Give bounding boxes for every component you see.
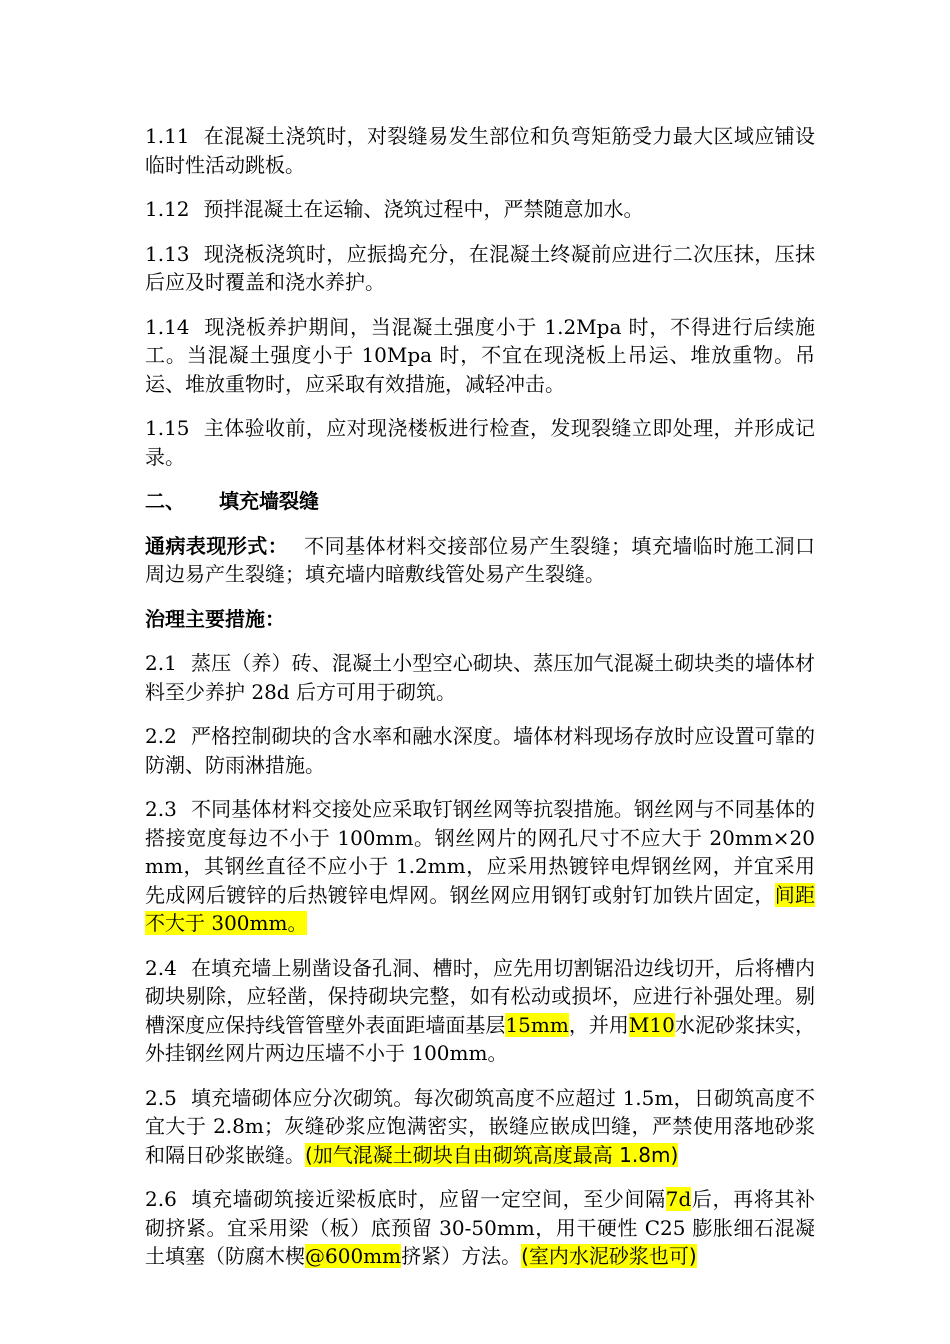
paragraph-number: 1.11 bbox=[145, 124, 190, 148]
measures-heading bbox=[145, 605, 815, 634]
paragraph-text: 预拌混凝土在运输、浇筑过程中，严禁随意加水。 bbox=[203, 197, 644, 221]
paragraph-number: 2.5 bbox=[145, 1085, 177, 1110]
paragraph-number: 2.2 bbox=[145, 724, 177, 748]
paragraph-2-6 bbox=[145, 1185, 815, 1271]
paragraph-text: 主体验收前，应对现浇楼板进行检查，发现裂缝立即处理，并形成记录。 bbox=[145, 416, 815, 469]
paragraph-2-2 bbox=[145, 722, 815, 779]
paragraph-1-13 bbox=[145, 240, 815, 297]
paragraph-number: 1.15 bbox=[145, 416, 190, 440]
highlighted-text: M10 bbox=[628, 1012, 675, 1037]
paragraph-2-5 bbox=[145, 1084, 815, 1170]
paragraph-text: 水泥砂浆抹实，外挂钢丝网片两边压墙不小于 100mm。 bbox=[145, 1012, 816, 1065]
paragraph-text: ，并用 bbox=[568, 1012, 629, 1037]
paragraph-2-4 bbox=[145, 954, 815, 1068]
paragraph-text: 填充墙砌体应分次砌筑。每次砌筑高度不应超过 1.5m，日砌筑高度不宜大于 2.8m；灰缝砂浆应饱满密实，嵌缝应嵌成凹缝，严禁使用落地砂浆和隔日砂浆嵌缝。 bbox=[145, 1085, 815, 1167]
measures-label: 治理主要措施： bbox=[145, 606, 285, 631]
section-heading bbox=[145, 487, 815, 516]
highlighted-text: @600mm bbox=[305, 1244, 402, 1268]
paragraph-1-11 bbox=[145, 122, 815, 179]
paragraph-number: 1.14 bbox=[145, 314, 190, 339]
paragraph-text: 在混凝土浇筑时，对裂缝易发生部位和负弯矩筋受力最大区域应铺设临时性活动跳板。 bbox=[145, 124, 815, 177]
paragraph-text: 在填充墙上剔凿设备孔洞、槽时，应先用切割锯沿边线切开，后将槽内砌块剔除，应轻凿，保持砌块完整，如有松动或损坏，应进行补强处理。剔槽深度应保持线管管壁外表面距墙面基层 bbox=[145, 955, 815, 1037]
section-number: 二、 bbox=[145, 489, 185, 513]
paragraph-number: 2.4 bbox=[145, 955, 177, 980]
paragraph-1-12 bbox=[145, 195, 815, 224]
symptom-text: 不同基体材料交接部位易产生裂缝；填充墙临时施工洞口周边易产生裂缝；填充墙内暗敷线管处易产生裂缝。 bbox=[145, 533, 816, 586]
paragraph-text: 填充墙砌筑接近梁板底时，应留一定空间，至少间隔 bbox=[190, 1187, 666, 1211]
paragraph-text: 蒸压（养）砖、混凝土小型空心砌块、蒸压加气混凝土砌块类的墙体材料至少养护 28d 后方可用于砌筑。 bbox=[145, 651, 815, 704]
symptom-label: 通病表现形式： bbox=[145, 533, 289, 558]
symptom-paragraph bbox=[145, 532, 815, 589]
paragraph-text: 挤紧）方法。 bbox=[401, 1244, 522, 1268]
paragraph-2-3 bbox=[145, 795, 815, 938]
paragraph-text: 后，再将其补砌挤紧。宜采用梁（板）底预留 30-50mm，用干硬性 C25 膨胀细石混凝土填塞（防腐木楔 bbox=[145, 1187, 816, 1268]
highlighted-text: 7d bbox=[665, 1187, 692, 1211]
highlighted-note: (加气混凝土砌块自由砌筑高度最高 1.8m) bbox=[305, 1142, 679, 1167]
section-title: 填充墙裂缝 bbox=[219, 489, 319, 513]
paragraph-number: 2.1 bbox=[145, 651, 177, 675]
paragraph-text: 现浇板养护期间，当混凝土强度小于 1.2Mpa 时，不得进行后续施工。当混凝土强度小于 10Mpa 时，不宜在现浇板上吊运、堆放重物。吊运、堆放重物时，应采取有效措施，减轻冲击。 bbox=[145, 314, 815, 396]
highlighted-note: (室内水泥砂浆也可) bbox=[521, 1244, 697, 1268]
paragraph-text: 不同基体材料交接处应采取钉钢丝网等抗裂措施。钢丝网与不同基体的搭接宽度每边不小于 100mm。钢丝网片的网孔尺寸不应大于 20mm×20mm，其钢丝直径不应小于 1.2mm，应采用热镀锌电焊钢丝网，并宜采用先成网后镀锌的后热镀锌电焊网。钢丝网应用钢钉或射钉加铁片固定， bbox=[145, 797, 815, 907]
paragraph-2-1 bbox=[145, 649, 815, 706]
paragraph-number: 1.13 bbox=[145, 241, 190, 266]
paragraph-1-14 bbox=[145, 313, 815, 399]
paragraph-number: 2.3 bbox=[145, 797, 177, 821]
paragraph-text: 严格控制砌块的含水率和融水深度。墙体材料现场存放时应设置可靠的防潮、防雨淋措施。 bbox=[145, 724, 815, 777]
highlighted-text: 间距不大于 300mm。 bbox=[145, 882, 815, 935]
paragraph-number: 2.6 bbox=[145, 1187, 177, 1211]
paragraph-text: 现浇板浇筑时，应振捣充分，在混凝土终凝前应进行二次压抹，压抹后应及时覆盖和浇水养护。 bbox=[145, 241, 815, 294]
highlighted-text: 15mm bbox=[505, 1012, 569, 1037]
paragraph-number: 1.12 bbox=[145, 197, 190, 221]
document-page bbox=[145, 122, 815, 1287]
paragraph-1-15 bbox=[145, 414, 815, 471]
